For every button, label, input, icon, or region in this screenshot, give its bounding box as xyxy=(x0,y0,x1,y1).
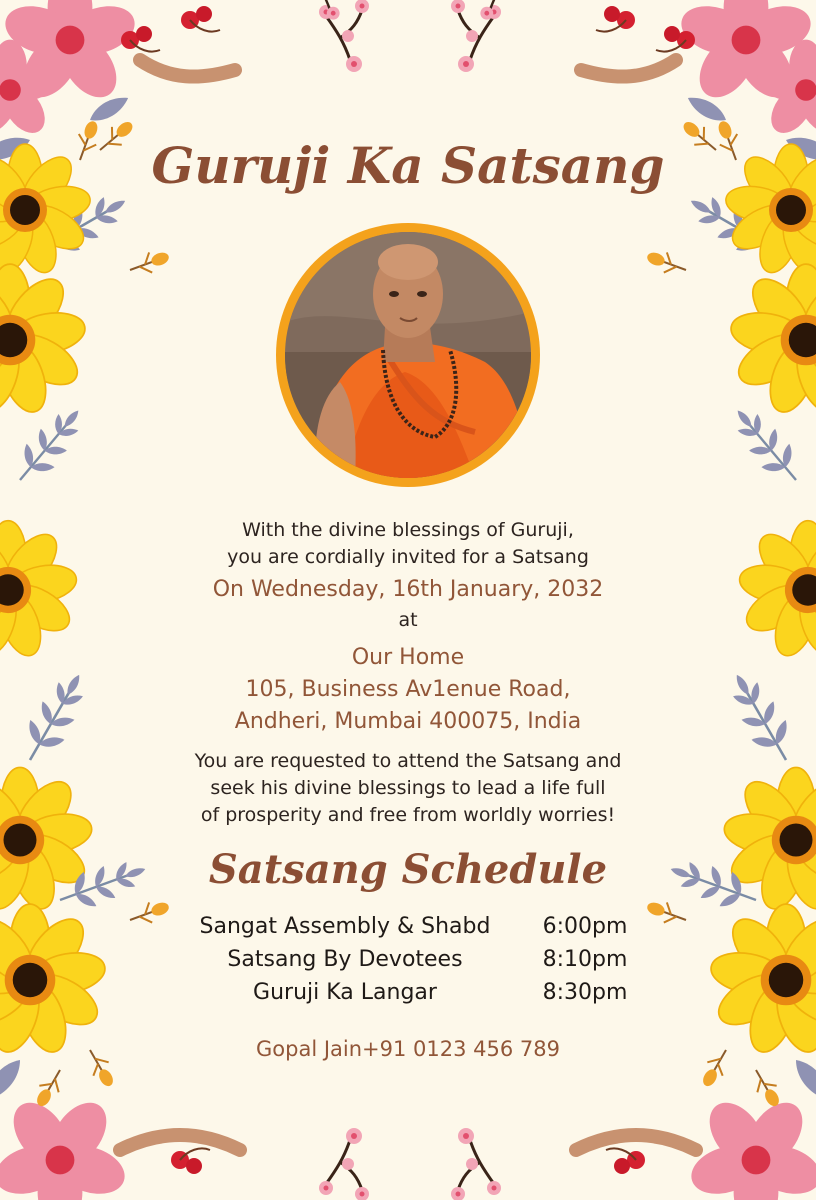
schedule-row xyxy=(0,947,816,979)
request-line-3: of prosperity and free from worldly worries! xyxy=(200,804,616,826)
schedule-row xyxy=(0,914,816,946)
venue-name: Our Home xyxy=(351,645,465,670)
guruji-portrait xyxy=(285,232,531,478)
venue-address-line-2: Andheri, Mumbai 400075, India xyxy=(234,709,582,734)
contact-info: Gopal Jain+91 0123 456 789 xyxy=(256,1037,560,1061)
schedule-time: 6:00pm xyxy=(542,914,628,939)
schedule-event: Sangat Assembly & Shabd xyxy=(199,914,491,939)
schedule-time: 8:30pm xyxy=(542,980,628,1005)
schedule-time: 8:10pm xyxy=(542,947,628,972)
event-date: On Wednesday, 16th January, 2032 xyxy=(212,577,604,602)
venue-address-line-1: 105, Business Av1enue Road, xyxy=(245,677,571,702)
request-line-2: seek his divine blessings to lead a life full xyxy=(210,777,606,799)
schedule-row xyxy=(0,980,816,1012)
at-label: at xyxy=(398,609,418,631)
schedule-event: Guruji Ka Langar xyxy=(253,980,437,1005)
schedule-title: Satsang Schedule xyxy=(208,846,608,893)
schedule-event: Satsang By Devotees xyxy=(227,947,463,972)
intro-line-1: With the divine blessings of Guruji, xyxy=(242,519,574,541)
intro-line-2: you are cordially invited for a Satsang xyxy=(227,546,589,568)
request-line-1: You are requested to attend the Satsang and xyxy=(194,750,622,772)
invitation-title: Guruji Ka Satsang xyxy=(151,136,665,195)
